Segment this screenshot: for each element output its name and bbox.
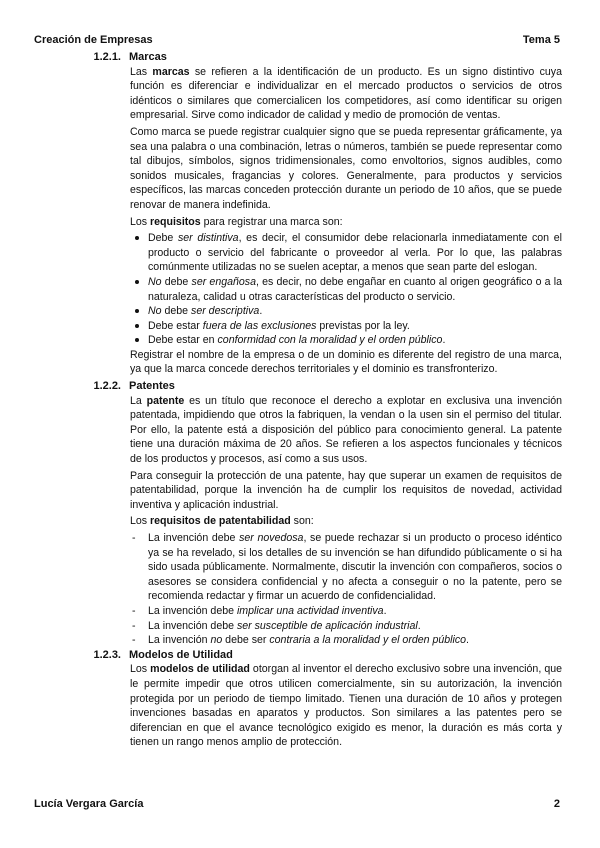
bullet-icon <box>135 324 139 328</box>
course-title: Creación de Empresas <box>34 34 153 46</box>
list-item: Debe estar en conformidad con la moralidad y el orden público. <box>130 333 562 348</box>
dash-icon: - <box>132 634 136 647</box>
page-header <box>34 34 560 46</box>
topic-label: Tema 5 <box>522 34 560 46</box>
dash-icon: - <box>132 604 136 617</box>
bullet-icon <box>135 236 139 240</box>
dash-icon: - <box>132 619 136 632</box>
section-number: 1.2.3. <box>93 648 121 661</box>
section-number: 1.2.2. <box>93 380 121 393</box>
list-item: No debe ser descriptiva. <box>130 304 562 319</box>
list-item: - La invención debe implicar una actividad inventiva. <box>132 604 387 617</box>
section-body-marcas <box>130 65 562 377</box>
page-number: 2 <box>553 798 560 810</box>
patentability-list <box>130 531 562 648</box>
list-item: - La invención debe ser susceptible de aplicación industrial. <box>132 619 421 632</box>
list-item: No debe ser engañosa, es decir, no debe engañar en cuanto al origen geográfico o a la naturaleza, calidad u otras características del producto o servicio. <box>130 275 562 304</box>
paragraph: Los requisitos para registrar una marca son: <box>130 215 343 228</box>
paragraph: Los modelos de utilidad otorgan al inventor el derecho exclusivo sobre una invención, que le permite impedir que otros utilicen comercialmente, sin su autorización, la invención protegida por un periodo de tiempo limitado. Tienen una duración de 10 años y protegen invenciones basadas en aparatos y productos. Son similares a las patentes pero se diferencian en que el avance tecnológico exigido es menor, la duración es más corta y tienen un rango menos amplio de protección. <box>130 663 563 749</box>
requirements-list <box>130 231 562 348</box>
section-title: Marcas <box>129 51 167 63</box>
section-heading-modelos <box>34 648 562 663</box>
document-body <box>34 50 562 752</box>
section-title: Patentes <box>129 380 175 393</box>
paragraph: Para conseguir la protección de una patente, hay que superar un examen de requisitos de patentabilidad, porque la invención ha de cumplir los requisitos de novedad, actividad inventiva y aplicación industrial. <box>130 469 562 511</box>
paragraph: Como marca se puede registrar cualquier signo que se pueda representar gráficamente, ya sea una palabra o una combinación, letras o números, también se puede representar como tal dibujos, símbolos, signos tridimensionales, como envoltorios, signos audibles, como sonidos musicales, fragancias y colores. Generalmente, para productos y servicios específicos, las marcas conceden protección durante un periodo de 10 años, que se puede renovar de manera indefinida. <box>130 125 562 211</box>
list-item: - La invención no debe ser contraria a la moralidad y el orden público. <box>132 634 469 647</box>
dash-icon: - <box>132 532 136 544</box>
list-item: Debe ser distintiva, es decir, el consumidor debe relacionarla inmediatamente con el producto o servicio del fabricante o proveedor al verla. Por lo que, las palabras comúnmente utilizadas no se suelen aceptar, a menos que sean parte del eslogan. <box>130 231 562 275</box>
paragraph: Las marcas se refieren a la identificación de un producto. Es un signo distintivo cuya función es diferenciar e individualizar en el mercado productos o servicios de otros idénticos o similares que comercialicen los competidores, así como identificar su origen empresarial. Sirve como indicador de calidad y medio de promoción de ventas. <box>130 65 562 122</box>
bullet-icon <box>135 309 139 313</box>
list-item: - La invención debe ser novedosa, se puede rechazar si un producto o proceso idéntico ya se ha revelado, si los detalles de su invención se han difundido públicamente o si ha sido usada públicamente. Normalmente, discutir la invención con compañeros, socios o asesores se considera confidencial y no afecta a conseguir o no la patente, pero se recomienda redactar y firmar un acuerdo de confidencialidad. <box>132 532 562 603</box>
paragraph: Los requisitos de patentabilidad son: <box>130 515 314 528</box>
list-item: Debe estar fuera de las exclusiones previstas por la ley. <box>130 319 562 334</box>
paragraph: Registrar el nombre de la empresa o de un dominio es diferente del registro de una marca, ya que la marca concede derechos territoriales y el dominio es transfronterizo. <box>130 348 562 376</box>
section-body-patentes <box>130 394 562 648</box>
section-number: 1.2.1. <box>93 51 121 63</box>
paragraph: La patente es un título que reconoce el derecho a explotar en exclusiva una invención patentada, impidiendo que otros la fabriquen, la vendan o la usen sin el permiso del titular. Por ello, la patente está a disposición del público para conocimiento general. La patente tiene una duración máxima de 20 años. Se refieren a los aspectos funcionales y técnicos de los productos y procesos, así como a sus usos. <box>130 394 562 466</box>
section-heading-patentes <box>34 379 562 394</box>
section-title: Modelos de Utilidad <box>129 648 233 661</box>
page-footer <box>34 798 560 810</box>
section-body-modelos <box>130 662 562 750</box>
section-heading-marcas <box>34 50 562 65</box>
bullet-icon <box>135 280 139 284</box>
author-name: Lucía Vergara García <box>34 798 144 810</box>
bullet-icon <box>135 338 139 342</box>
